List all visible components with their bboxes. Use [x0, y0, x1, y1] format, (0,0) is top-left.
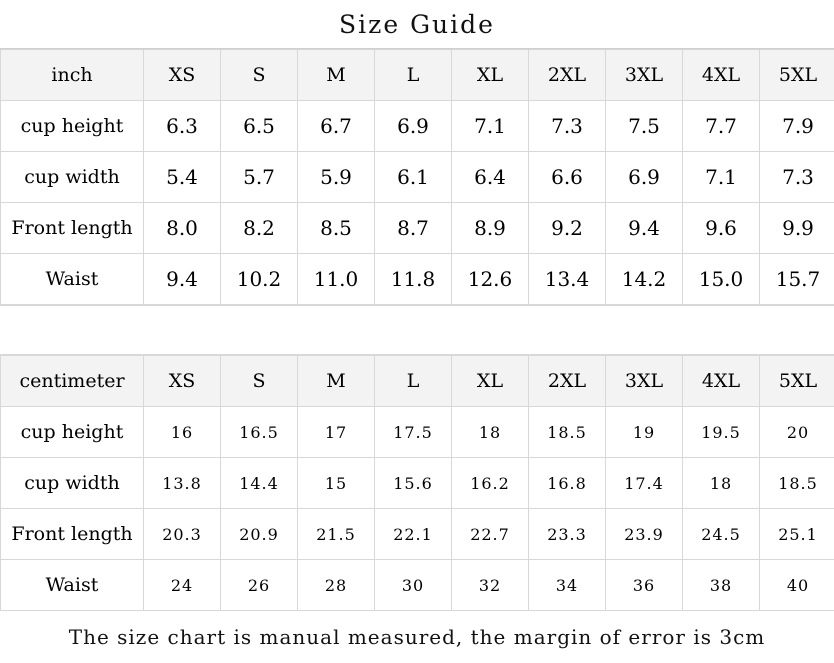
cell-value: 11.8 — [375, 254, 452, 305]
table-row — [1, 458, 834, 509]
column-header-l: L — [375, 50, 452, 101]
cell-value: 9.9 — [760, 203, 834, 254]
cell-value: 5.7 — [221, 152, 298, 203]
cell-value: 24 — [144, 560, 221, 611]
table-row — [1, 407, 834, 458]
cell-value: 17 — [298, 407, 375, 458]
cell-value: 20 — [760, 407, 834, 458]
measurement-disclaimer: The size chart is manual measured, the margin of error is 3cm — [0, 611, 834, 663]
cell-value: 15.6 — [375, 458, 452, 509]
cell-value: 38 — [683, 560, 760, 611]
column-header-5xl: 5XL — [760, 356, 834, 407]
cell-value: 7.7 — [683, 101, 760, 152]
column-header-m: M — [298, 356, 375, 407]
cell-value: 22.1 — [375, 509, 452, 560]
cell-value: 18.5 — [760, 458, 834, 509]
cell-value: 15.0 — [683, 254, 760, 305]
cell-value: 7.3 — [760, 152, 834, 203]
cell-value: 16.5 — [221, 407, 298, 458]
row-label-front-length: Front length — [1, 509, 144, 560]
cell-value: 6.3 — [144, 101, 221, 152]
cell-value: 20.3 — [144, 509, 221, 560]
cell-value: 6.6 — [529, 152, 606, 203]
cell-value: 18 — [683, 458, 760, 509]
column-header-5xl: 5XL — [760, 50, 834, 101]
size-table-inch — [0, 49, 834, 305]
row-label-cup-width: cup width — [1, 152, 144, 203]
cell-value: 17.5 — [375, 407, 452, 458]
row-label-cup-height: cup height — [1, 407, 144, 458]
cell-value: 6.4 — [452, 152, 529, 203]
page-title: Size Guide — [0, 0, 834, 49]
table-row — [1, 101, 834, 152]
cell-value: 14.2 — [606, 254, 683, 305]
cell-value: 6.1 — [375, 152, 452, 203]
column-header-2xl: 2XL — [529, 356, 606, 407]
cell-value: 12.6 — [452, 254, 529, 305]
cell-value: 14.4 — [221, 458, 298, 509]
cell-value: 26 — [221, 560, 298, 611]
cell-value: 24.5 — [683, 509, 760, 560]
cell-value: 6.9 — [606, 152, 683, 203]
cell-value: 20.9 — [221, 509, 298, 560]
unit-label-inch: inch — [1, 50, 144, 101]
cell-value: 28 — [298, 560, 375, 611]
cell-value: 5.9 — [298, 152, 375, 203]
size-table-centimeter — [0, 355, 834, 611]
cell-value: 8.7 — [375, 203, 452, 254]
cell-value: 9.2 — [529, 203, 606, 254]
cell-value: 25.1 — [760, 509, 834, 560]
cell-value: 34 — [529, 560, 606, 611]
row-label-waist: Waist — [1, 254, 144, 305]
cell-value: 6.5 — [221, 101, 298, 152]
cell-value: 16.2 — [452, 458, 529, 509]
cell-value: 32 — [452, 560, 529, 611]
cell-value: 8.0 — [144, 203, 221, 254]
cell-value: 22.7 — [452, 509, 529, 560]
column-header-xl: XL — [452, 356, 529, 407]
cell-value: 16.8 — [529, 458, 606, 509]
column-header-3xl: 3XL — [606, 50, 683, 101]
table-row — [1, 509, 834, 560]
cell-value: 23.3 — [529, 509, 606, 560]
cell-value: 7.1 — [683, 152, 760, 203]
column-header-4xl: 4XL — [683, 356, 760, 407]
column-header-l: L — [375, 356, 452, 407]
column-header-xs: XS — [144, 50, 221, 101]
cell-value: 30 — [375, 560, 452, 611]
cell-value: 18 — [452, 407, 529, 458]
column-header-xs: XS — [144, 356, 221, 407]
cell-value: 8.9 — [452, 203, 529, 254]
row-label-front-length: Front length — [1, 203, 144, 254]
cell-value: 19.5 — [683, 407, 760, 458]
cell-value: 7.1 — [452, 101, 529, 152]
cell-value: 7.3 — [529, 101, 606, 152]
cell-value: 10.2 — [221, 254, 298, 305]
cell-value: 18.5 — [529, 407, 606, 458]
column-header-xl: XL — [452, 50, 529, 101]
cell-value: 13.8 — [144, 458, 221, 509]
cell-value: 36 — [606, 560, 683, 611]
cell-value: 7.5 — [606, 101, 683, 152]
cell-value: 16 — [144, 407, 221, 458]
cell-value: 19 — [606, 407, 683, 458]
cell-value: 15 — [298, 458, 375, 509]
table-row — [1, 560, 834, 611]
table-header-row-inch — [1, 50, 834, 101]
column-header-m: M — [298, 50, 375, 101]
cell-value: 5.4 — [144, 152, 221, 203]
cell-value: 9.4 — [144, 254, 221, 305]
cell-value: 8.2 — [221, 203, 298, 254]
cell-value: 40 — [760, 560, 834, 611]
row-label-cup-width: cup width — [1, 458, 144, 509]
table-separator — [0, 305, 834, 355]
table-row — [1, 254, 834, 305]
cell-value: 11.0 — [298, 254, 375, 305]
cell-value: 15.7 — [760, 254, 834, 305]
cell-value: 6.7 — [298, 101, 375, 152]
column-header-s: S — [221, 50, 298, 101]
cell-value: 6.9 — [375, 101, 452, 152]
cell-value: 7.9 — [760, 101, 834, 152]
cell-value: 9.4 — [606, 203, 683, 254]
cell-value: 21.5 — [298, 509, 375, 560]
row-label-waist: Waist — [1, 560, 144, 611]
unit-label-centimeter: centimeter — [1, 356, 144, 407]
cell-value: 9.6 — [683, 203, 760, 254]
cell-value: 13.4 — [529, 254, 606, 305]
column-header-2xl: 2XL — [529, 50, 606, 101]
column-header-4xl: 4XL — [683, 50, 760, 101]
row-label-cup-height: cup height — [1, 101, 144, 152]
cell-value: 23.9 — [606, 509, 683, 560]
table-row — [1, 152, 834, 203]
column-header-3xl: 3XL — [606, 356, 683, 407]
cell-value: 17.4 — [606, 458, 683, 509]
column-header-s: S — [221, 356, 298, 407]
table-header-row-centimeter — [1, 356, 834, 407]
cell-value: 8.5 — [298, 203, 375, 254]
table-row — [1, 203, 834, 254]
